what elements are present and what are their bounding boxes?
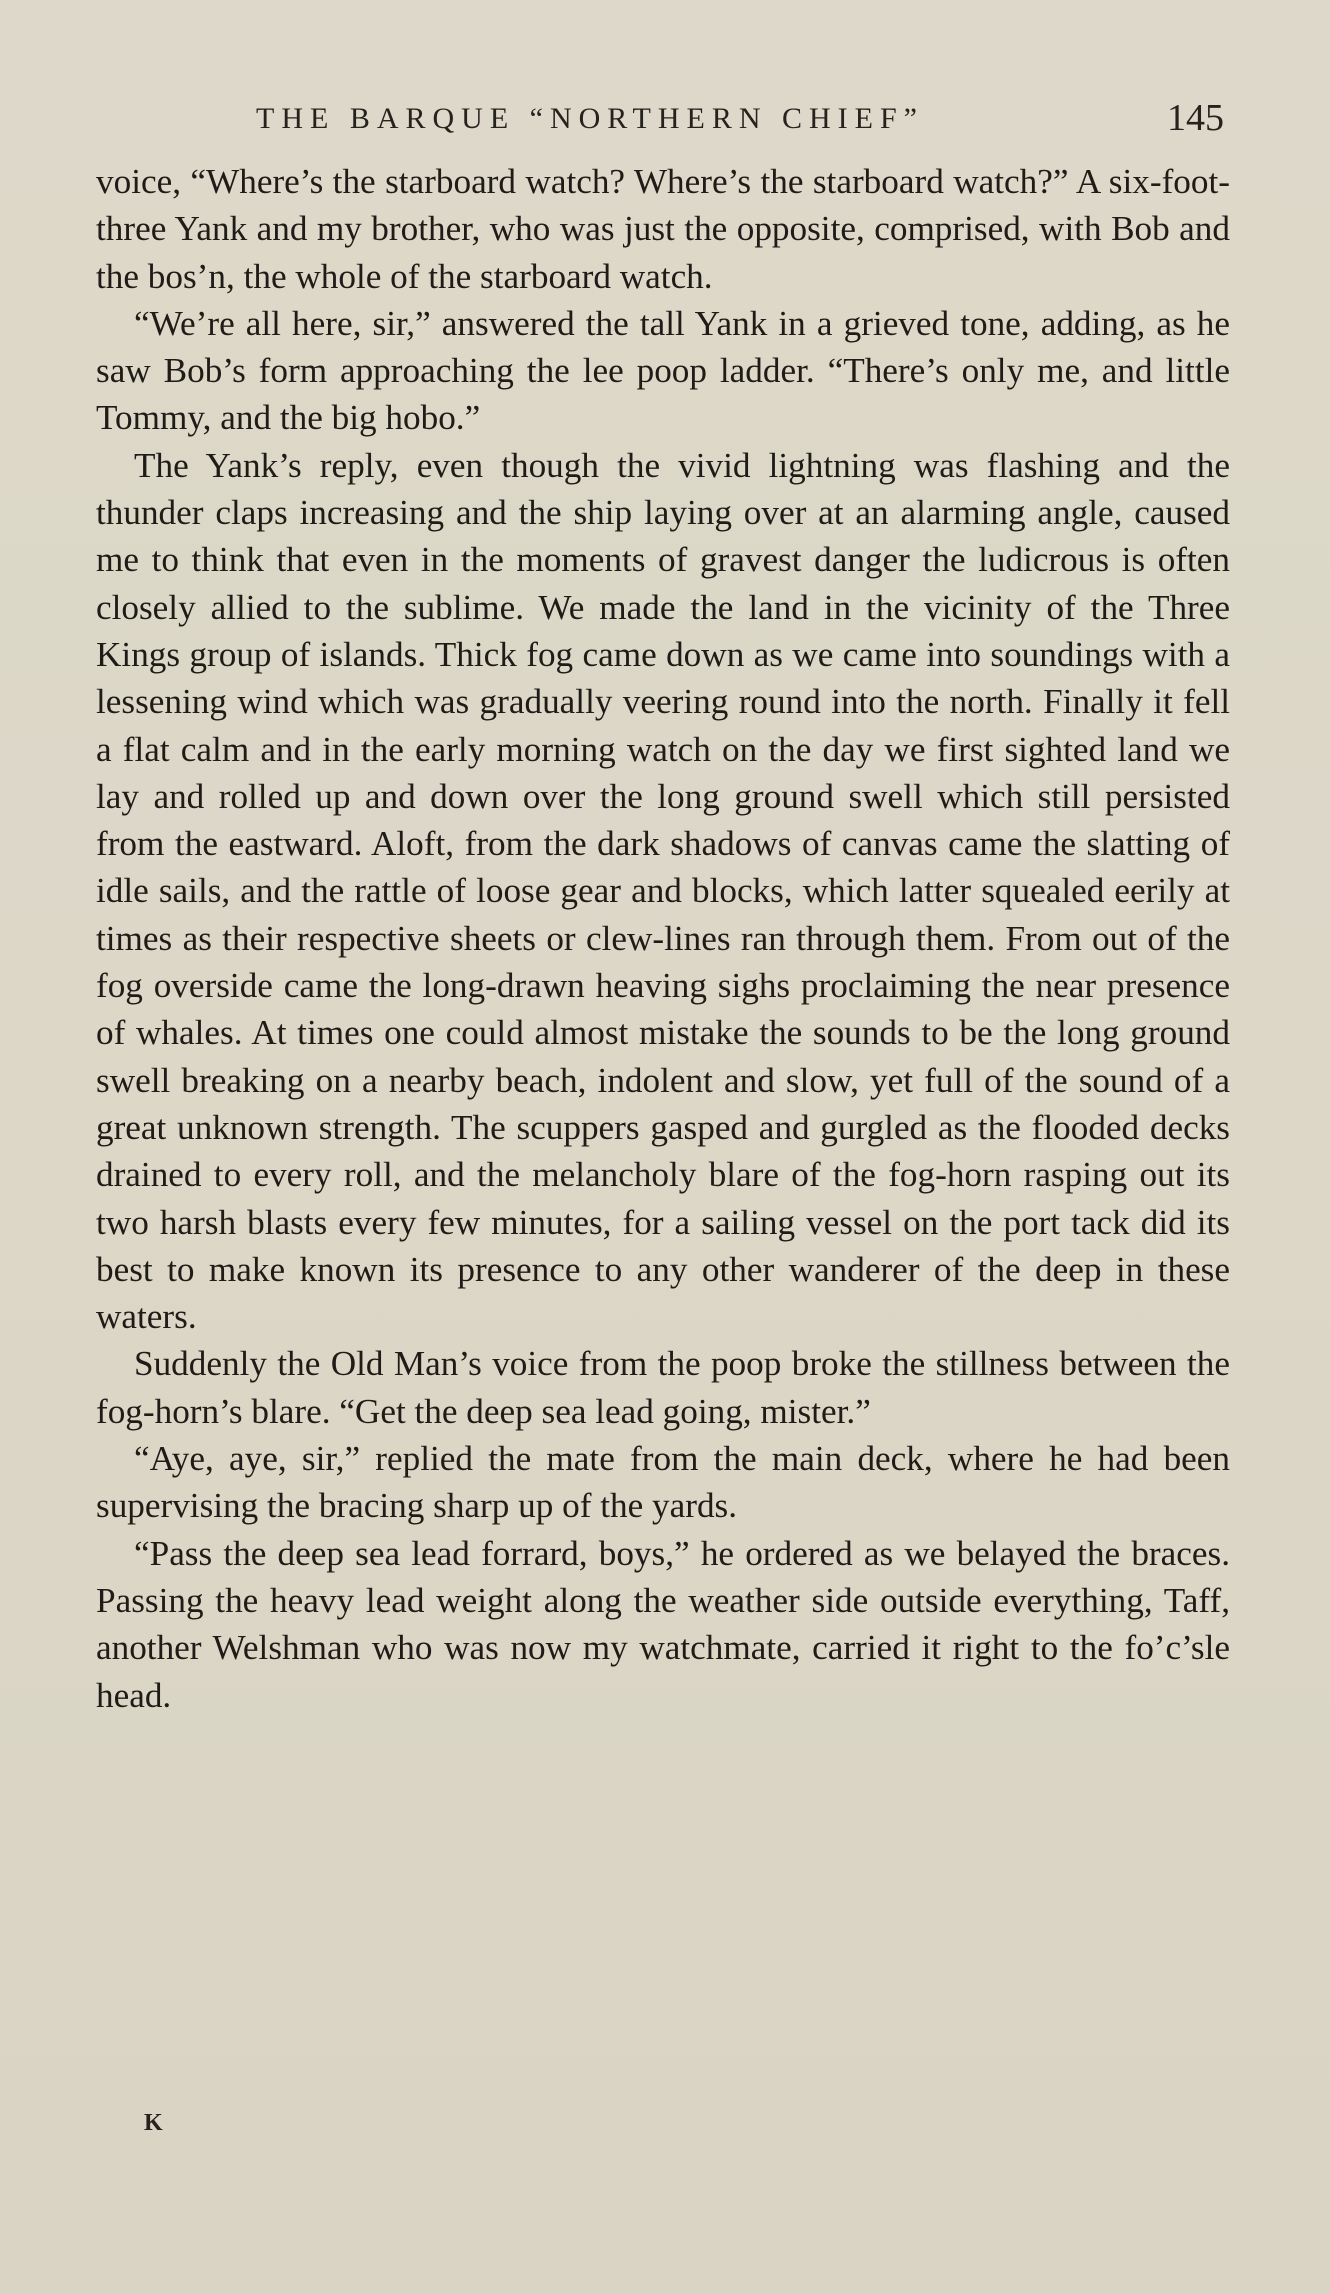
running-head — [96, 90, 1230, 150]
paragraph: “Aye, aye, sir,” replied the mate from the main deck, where he had been supervising the bracing sharp up of the yards. — [96, 1439, 1230, 1526]
paragraph: The Yank’s reply, even though the vivid lightning was flashing and the thunder claps increasing and the ship laying over at an alarming angle, caused me to think that even in the moments of gravest danger the ludicrous is often closely allied to the sublime. We made the land in the vicinity of the Three Kings group of islands. Thick fog came down as we came into soundings with a lessening wind which was gradually veering round into the north. Finally it fell a flat calm and in the early morning watch on the day we first sighted land we lay and rolled up and down over the long ground swell which still persisted from the eastward. Aloft, from the dark shadows of canvas came the slatting of idle sails, and the rattle of loose gear and blocks, which latter squealed eerily at times as their respective sheets or clew-lines ran through them. From out of the fog overside came the long-drawn heaving sighs proclaiming the near presence of whales. At times one could almost mistake the sounds to be the long ground swell breaking on a nearby beach, indolent and slow, yet full of the sound of a great unknown strength. The scuppers gasped and gurgled as the flooded decks drained to every roll, and the melancholy blare of the fog-horn rasping out its two harsh blasts every few minutes, for a sailing vessel on the port tack did its best to make known its presence to any other wanderer of the deep in these waters. — [96, 445, 1230, 1337]
book-page — [96, 90, 1230, 1719]
running-title: THE BARQUE “NORTHERN CHIEF” — [256, 102, 924, 135]
paragraph: “Pass the deep sea lead forrard, boys,” he ordered as we belayed the braces. Passing the heavy lead weight along the weather side outside everything, Taff, another Welshman who was now my watchmate, carried it right to the fo’c’sle head. — [96, 1533, 1230, 1715]
paragraph: “We’re all here, sir,” answered the tall Yank in a grieved tone, adding, as he saw Bob’s form approaching the lee poop ladder. “There’s only me, and little Tommy, and the big hobo.” — [96, 303, 1230, 438]
paragraph: Suddenly the Old Man’s voice from the poop broke the stillness between the fog-horn’s blare. “Get the deep sea lead going, mister.” — [96, 1344, 1230, 1431]
body-text — [96, 158, 1230, 1719]
paragraph: voice, “Where’s the starboard watch? Where’s the starboard watch?” A six-foot-three Yank and my brother, who was just the opposite, comprised, with Bob and the bos’n, the whole of the starboard watch. — [96, 162, 1230, 296]
signature-mark: K — [144, 2110, 164, 2136]
page-number: 145 — [1167, 97, 1224, 139]
